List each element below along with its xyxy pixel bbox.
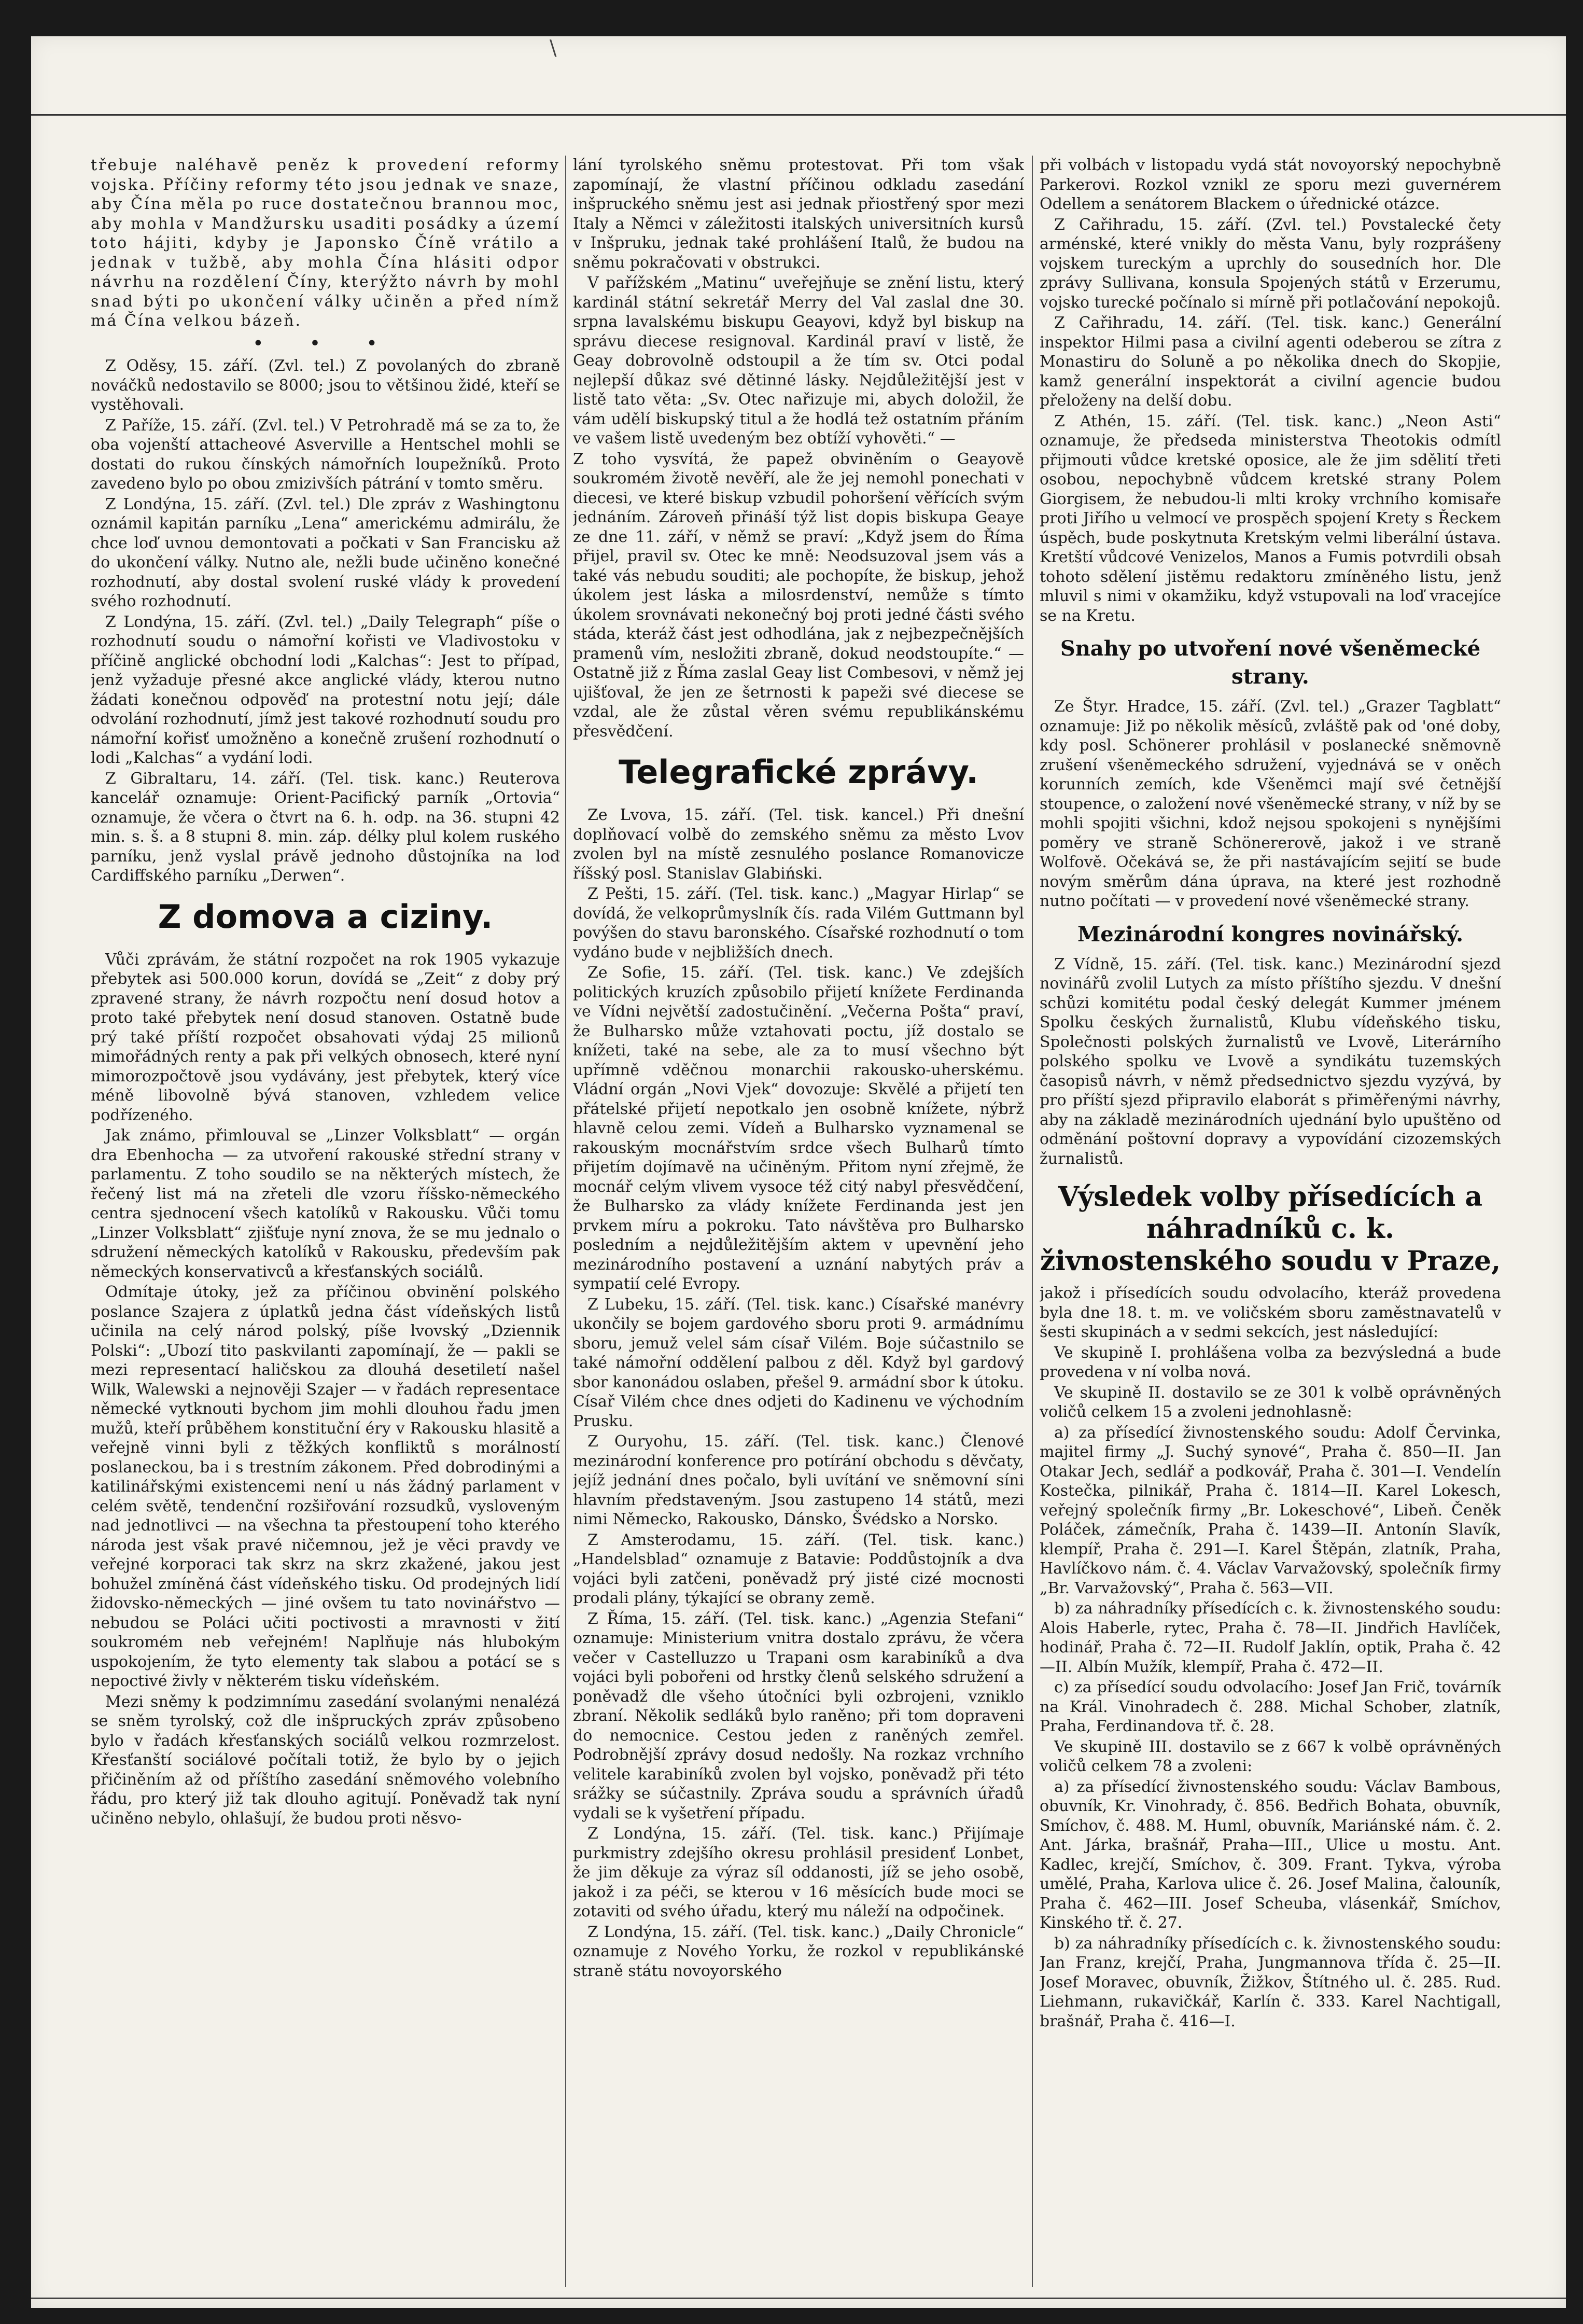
news-item: Z Vídně, 15. září. (Tel. tisk. kanc.) Mezinárodní sjezd novinářů zvolil Lutych za místo příštího sjezdu. V dnešní schůzi komitétu podal český delegát Kummer jménem Spolku českých žurnalistů, Klubu vídeňského tisku, Společnosti polských žurnalistů ve Lvově, Literárního polského spolku ve Lvově a syndikátu tuzemských časopisů návrh, v němž předsednictvo sjezdu vyzývá, by pro příští sjezd připravilo elaborát s přiměřenými návrhy, aby na základě mezinárodních ujednání bylo upuštěno od odměnání poštovní dopravy a vypovídání cizozemských žurnalistů. bbox=[1040, 955, 1501, 1168]
news-item: Z Gibraltaru, 14. září. (Tel. tisk. kanc.) Reuterova kancelář oznamuje: Orient-Pacifický parník „Ortovia“ oznamuje, že včera o čtvrt na 6. h. odp. na 36. stupni 42 min. s. š. a 8 stupni 8. min. záp. délky plul kolem ruského parníku, jenž vyslal právě jednoho důstojníka na loď Cardiffského parníku „Derwen“. bbox=[91, 769, 560, 885]
article-heading: Snahy po utvoření nové všeněmecké strany. bbox=[1060, 636, 1481, 689]
article-paragraph: Z toho vysvítá, že papež obviněním o Geayově soukromém životě nevěří, ale že jej nemohl ponechati v diecesi, ve které biskup vzbudil pohoršení věřících svým jednáním. Zároveň přináší týž list dopis biskupa Geaye ze dne 11. září, v němž se praví: „Když jsem do Říma přijel, pravil sv. Otec ke mně: Neodsuzoval jsem vás a také vás nebudu souditi; ale pochopíte, že biskup, jehož úkolem jest láska a milosrdenství, nemůže s tímto úkolem srovnávati nekonečný boj proti jedné části svého stáda, kteráž část jest odhodlána, jak z nejbezpečnějších pramenů vím, nesložiti zbraně, dokud neodstoupíte.“ — Ostatně již z Říma zaslal Geay list Combesovi, v němž jej ujišťoval, že jen ze šetrnosti k papeži své diecese se vzdal, ale že zůstal věren svému republikánskému přesvědčení. bbox=[573, 450, 1024, 741]
column-divider bbox=[1032, 156, 1033, 2287]
news-item: Z Londýna, 15. září. (Zvl. tel.) „Daily Telegraph“ píše o rozhodnutí soudu o námořní kořisti ve Vladivostoku v příčině anglické obchodní lodi „Kalchas“: Jest to případ, jenž vyžaduje přesné akce anglické vlády, kterou nutno žádati konečnou odpověď na protestní notu její; dále odvolání rozhodnutí, jímž jest takové rozhodnutí soudu pro námořní kořisť umožněno a konečně zrušení rozhodnutí o lodi „Kalchas“ a vydání lodi. bbox=[91, 613, 560, 767]
news-item: Z Oděsy, 15. září. (Zvl. tel.) Z povolaných do zbraně nováčků nedostavilo se 8000; jsou to většinou židé, kteří se vystěhovali. bbox=[91, 357, 560, 414]
news-item: Z Londýna, 15. září. (Tel. tisk. kanc.) Přijímaje purkmistry zdejšího okresu prohlásil presidenť Lonbet, že jim děkuje za výraz síl oddanosti, jíž se jeho osobě, jakož i za péči, se kterou v 16 měsících bude moci se zotaviti od svého úřadu, který mu náleží na odpočinek. bbox=[573, 1825, 1024, 1921]
article-paragraph: a) za přísedící živnostenského soudu: Václav Bambous, obuvník, Kr. Vinohrady, č. 856. Bedřich Bohata, obuvník, Smíchov, č. 488. M. Huml, obuvník, Mariánské nám. č. 2. Ant. Járka, brašnář, Praha—III., Ulice u mostu. Ant. Kadlec, krejčí, Smíchov, č. 309. Frant. Tykva, výroba umělé, Praha, Karlova ulice č. 26. Josef Malina, čalouník, Praha č. 462—III. Josef Scheuba, vlásenkář, Smíchov, Kinského tř. č. 27. bbox=[1040, 1777, 1501, 1932]
column-1 bbox=[91, 156, 560, 2287]
top-rule bbox=[31, 114, 1566, 116]
news-item: Z Athén, 15. září. (Tel. tisk. kanc.) „Neon Asti“ oznamuje, že předseda ministerstva Theotokis odmítl přijmouti vůdce kretské oposice, ale že jim sdělití třeti osobou, nepochybně vůdcem kretské strany Polem Giorgisem, že nebudou-li mlti kroky vrchního komisaře proti Jiřího u velmocí ve prospěch spojení Krety s Řeckem úspěch, bude poskytnuta Kretským velmi liberální ústava. Kretští vůdcové Venizelos, Manos a Fumis potvrdili obsah tohoto sdělení jistěmu redaktoru zmíněného listu, jenž mluvil s nimi v okamžiku, když vstupovali na loď vracejíce se na Kretu. bbox=[1040, 412, 1501, 625]
article-paragraph: V pařížském „Matinu“ uveřejňuje se znění listu, který kardinál státní sekretář Merry del Val zaslal dne 30. srpna lavalskému biskupu Geayovi, když byl biskup na správu diecese resignoval. Kardinál praví v listě, že Geay dobrovolně odstoupil a že tím sv. Otci podal nejlepší důkaz své dětinné lásky. Nejdůležitější jest v listě tato věta: „Sv. Otec nařizuje mi, abych doložil, že vám udělí biskupský titul a že hodlá tež ostatním přáním ve vašem listě uvedeným bez obtíží vyhověti.“ — bbox=[573, 274, 1024, 448]
news-item: Z Pešti, 15. září. (Tel. tisk. kanc.) „Magyar Hirlap“ se dovídá, že velkoprůmyslník čís. rada Vilém Guttmann byl povýšen do stavu baronského. Císařské rozhodnutí o tom vydáno bude v nejbližších dnech. bbox=[573, 885, 1024, 962]
news-item: Ze Štyr. Hradce, 15. září. (Zvl. tel.) „Grazer Tagblatt“ oznamuje: Již po několik měsíců, zvláště pak od 'oné doby, kdy posl. Schönerer prohlásil v poslanecké sněmovně zrušení všeněmeckého sdružení, vyjednává se v oněch korunních zemích, kde Všeněmci mají své četnější stoupence, o založení nové všeněmecké strany, v níž by se mohli spojiti všichni, kdož nejsou spokojeni s nynějšími poměry ve straně Schönererově, jakož i ve straně Wolfově. Očekává se, že při nastávajícím sejití se bude novým směrům dána úprava, na které jest rozhodně nutno počítati — v provedení nové všeněmecké strany. bbox=[1040, 698, 1501, 910]
news-item: Z Paříže, 15. září. (Zvl. tel.) V Petrohradě má se za to, že oba vojenští attacheové Asverville a Hentschel mohli se dostati do rukou čínských námořních loupežníků. Proto zavedeno bylo po obou zmizivších pátrání v tomto směru. bbox=[91, 416, 560, 493]
news-item: Z Cařihradu, 14. září. (Tel. tisk. kanc.) Generální inspektor Hilmi pasa a civilní agenti odeberou se zítra z Monastiru do Soluně a po několika dnech do Skopjie, kamž generální inspektorát a civilní agencie budou přeloženy na delší dobu. bbox=[1040, 314, 1501, 410]
column-3 bbox=[1040, 156, 1501, 2287]
article-paragraph: třebuje naléhavě peněz k provedení reformy vojska. Příčiny reformy této jsou jednak ve snaze, aby Čína měla po ruce dostatečnou brannou moc, aby mohla v Mandžursku usaditi posádky a území toto hájiti, kdyby je Japonsko Číně vrátilo a jednak v tužbě, aby mohla Čína hlásiti odpor návrhu na rozdělení Číny, kterýžto návrh by mohl snad býti po ukončení války učiněn a před nímž má Čína velkou bázeň. bbox=[91, 156, 560, 330]
article-heading: Výsledek volby přísedících a náhradníků c. k. živnostenského soudu v Praze, bbox=[1040, 1181, 1501, 1277]
news-item: Ze Sofie, 15. září. (Tel. tisk. kanc.) Ve zdejších politických kruzích způsobilo přijetí knížete Ferdinanda ve Vídni největší zadostučinění. „Večerna Pošta“ praví, že Bulharsko může vztahovati poctu, jíž dostalo se knížeti, také na sebe, ale za to musí všechno být upřímně vděčnou monarchii rakousko-uherskému. Vládní orgán „Novi Vjek“ dovozuje: Skvělé a přijetí ten přátelské přijetí nepotkalo jen osobně knížete, nýbrž hlavně celou zemi. Vídeň a Bulharsko vyznamenal se rakouským mocnářstvím srdce všech Bulharů tímto přijetím dojímavě na učiněným. Přitom nyní zřejmě, že mocnář celým vlivem vysoce též citý nabyl přesvědčení, že Bulharsko za vlády knížete Ferdinanda jest jen prvkem míru a pokroku. Tato návštěva pro Bulharsko posledním a nejdůležitějším aktem v upevnění jeho mezinárodního postavení a uznání nabytých práv a sympatií celé Evropy. bbox=[573, 964, 1024, 1293]
news-item: Z Cařihradu, 15. září. (Zvl. tel.) Povstalecké čety arménské, které vnikly do města Vanu, byly rozprášeny vojskem tureckým a uprchly do sousedních hor. Dle zprávy Sullivana, konsula Spojených států v Erzerumu, vojsko turecké počínalo si mírně při potlačování nepokojů. bbox=[1040, 215, 1501, 312]
newspaper-page bbox=[31, 36, 1566, 2308]
column-2 bbox=[573, 156, 1024, 2287]
article-heading: Mezinárodní kongres novinářský. bbox=[1077, 922, 1464, 947]
article-paragraph: Ve skupině III. dostavilo se z 667 k volbě oprávněných voličů celkem 78 a zvoleni: bbox=[1040, 1737, 1501, 1775]
article-paragraph: jakož i přísedících soudu odvolacího, kteráž provedena byla dne 18. t. m. ve voličském sboru zaměstnavatelů v šesti skupinách a v sedmi sekcích, jest následující: bbox=[1040, 1284, 1501, 1341]
article-paragraph: Ve skupině I. prohlášena volba za bezvýsledná a bude provedena v ní volba nová. bbox=[1040, 1343, 1501, 1381]
article-paragraph: c) za přísedící soudu odvolacího: Josef Jan Frič, továrník na Král. Vinohradech č. 288. Michal Schober, zlatník, Praha, Ferdinandova tř. č. 28. bbox=[1040, 1678, 1501, 1735]
article-paragraph: Mezi sněmy k podzimnímu zasedání svolanými nenalézá se sněm tyrolský, což dle inšpruckých zpráv způsobeno bylo v řadách křesťanských sociálů velkou rozmrzelost. Křesťanští sociálové počítali totiž, že bylo by o jejich přičiněním až od příštího zasedání sněmového volebního řádu, pro který již tak dlouho agitují. Poněvadž tak nyní učiněno nebylo, ohlašují, že budou proti něsvo- bbox=[91, 1692, 560, 1828]
article-paragraph: Vůči zprávám, že státní rozpočet na rok 1905 vykazuje přebytek asi 500.000 korun, dovídá se „Zeit“ z doby prý zpravené strany, že návrh rozpočtu není dosud hotov a proto také přebytek není dosud stanoven. Ostatně bude prý také příští rozpočet obsahovati výdaj 25 milionů mimořádných renty a pak při velkých obnosech, které nyní mimorozpočtově jsou vydávány, jest přebytek, který více méně libovolně bývá stanoven, vzhledem velice podřízeného. bbox=[91, 950, 560, 1124]
news-item: Z Londýna, 15. září. (Zvl. tel.) Dle zpráv z Washingtonu oznámil kapitán parníku „Lena“ americkému admirálu, že chce loď uvnou demontovati a počkati v San Francisku až do ukončení války. Nutno ale, nežli bude učiněno konečné rozhodnutí, aby dostal svolení ruské vlády k provedení svého rozhodnutí. bbox=[91, 495, 560, 610]
corner-mark: \ bbox=[550, 36, 557, 60]
column-divider bbox=[565, 156, 566, 2287]
article-paragraph: Ve skupině II. dostavilo se ze 301 k volbě oprávněných voličů celkem 15 a zvoleni jednohlasně: bbox=[1040, 1383, 1501, 1421]
article-paragraph: b) za náhradníky přísedících c. k. živnostenského soudu: Alois Haberle, rytec, Praha č. 78—II. Jindřich Havlíček, hodinář, Praha č. 72—II. Rudolf Jaklín, optik, Praha č. 42—II. Albín Mužík, klempíř, Praha č. 472—II. bbox=[1040, 1599, 1501, 1676]
bottom-rule bbox=[31, 2298, 1566, 2299]
news-item: Z Lubeku, 15. září. (Tel. tisk. kanc.) Císařské manévry ukončily se bojem gardového sboru proti 9. armádnímu sboru, jemuž velel sám císař Vilém. Boje súčastnilo se také námořní oddělení palbou z děl. Když byl gardový sbor kanonádou oslaben, přešel 9. armádní sbor k útoku. Císař Vilém chce dnes odjeti do Kadinenu ve východním Prusku. bbox=[573, 1295, 1024, 1430]
section-heading: Z domova a ciziny. bbox=[158, 897, 493, 936]
news-item: Z Ouryohu, 15. září. (Tel. tisk. kanc.) Členové mezinárodní konference pro potírání obchodu s děvčaty, jejíž jednání dnes počalo, byli uvítání ve sněmovní síni hlavním představeným. Jsou zastupeno 14 států, mezi nimi Německo, Rakousko, Dánsko, Švédsko a Norsko. bbox=[573, 1432, 1024, 1528]
article-paragraph: lání tyrolského sněmu protestovat. Při tom však zapomínají, že vlastní příčinou odkladu zasedání inšpruckého sněmu jest asi jednak přiostřený spor mezi Italy a Němci v záležitosti italských universitních kursů v Inšpruku, jednak také prohlášení Italů, že budou na sněmu pokračovati v obstrukci. bbox=[573, 156, 1024, 272]
news-item: Ze Lvova, 15. září. (Tel. tisk. kancel.) Při dnešní doplňovací volbě do zemského sněmu za město Lvov zvolen byl na místě zesnulého poslance Romanovicze říšský posl. Stanislav Glabiński. bbox=[573, 806, 1024, 883]
news-item: Z Říma, 15. září. (Tel. tisk. kanc.) „Agenzia Stefani“ oznamuje: Ministerium vnitra dostalo zprávu, že včera večer v Castelluzzo u Trapani osm karabiníků a dva vojáci byli pobořeni od hrstky členů selského sdružení a poněvadž dle všeho útočníci byli ozbrojeni, vzniklo zbraní. Několik sedláků bylo raněno; při tom dopraveni do nemocnice. Cestou jeden z raněných zemřel. Podrobnější zprávy dosud nedošly. Na rozkaz vrchního velitele karabiníků zvolen byl vojsko, poněvadž při této srážky se súčastnily. Zpráva soudu a správních úřadů vydali se k vyšetření případu. bbox=[573, 1609, 1024, 1822]
article-paragraph: a) za přísedící živnostenského soudu: Adolf Červinka, majitel firmy „J. Suchý synové“, Praha č. 850—II. Jan Otakar Jech, sedlář a podkovář, Praha č. 301—I. Vendelín Kostečka, pilnikář, Praha č. 1814—II. Karel Lokesch, veřejný společník firmy „Br. Lokeschové“, Libeň. Čeněk Poláček, zámečník, Praha č. 1439—II. Antonín Slavík, klempíř, Praha č. 291—I. Karel Štěpán, zlatník, Praha, Havlíčkovo nám. č. 4. Václav Varvažovský, společník firmy „Br. Varvažovský“, Praha č. 563—VII. bbox=[1040, 1423, 1501, 1597]
news-item: Z Amsterodamu, 15. září. (Tel. tisk. kanc.) „Handelsblad“ oznamuje z Batavie: Poddůstojník a dva vojáci byli zatčeni, poněvadž prý jisté cizé mocnosti prodali plány, týkající se obrany země. bbox=[573, 1530, 1024, 1607]
article-paragraph: při volbách v listopadu vydá stát novoyorský nepochybně Parkerovi. Rozkol vznikl ze sporu mezi guvernérem Odellem a senátorem Blackem o úřednické otázce. bbox=[1040, 156, 1501, 213]
article-paragraph: Odmítaje útoky, jež za příčinou obvinění polského poslance Szajera z úplatků jedna část vídeňských listů učinila na celý národ polský, píše lvovský „Dziennik Polski“: „Ubozí tito paskvilanti zapomínají, že — pakli se mezi representací haličskou za dlouhá desetiletí našel Wilk, Walewski a nejnověji Szajer — v řadách representace německé vytknouti bychom jim mohli dlouhou řadu jmen mužů, kteří průběhem konstituční éry v Rakousku hlasitě a veřejně vinni byli z těžkých konfliktů s morálností poslaneckou, ba i s trestním zákonem. Před dobrodinými a katilinářskými existencemi není u nás žádný parlament v celém světě, tendenční rozšiřování rozsudků, vysloveným nad jednotlivci — na všechna ta přestoupení toho kterého národa jest však pravé ničemnou, jež je věci pravdy ve veřejné korporaci tak skrz na skrz zkažené, jakou jest bohužel zmíněná část vídeňského tisku. Od prodejných lidí židovsko-německých — jiné ovšem tu tato novinářstvo — nebudou se Poláci učiti poctivosti a mravnosti v žití soukromém neb veřejném! Naplňuje nás hlubokým uspokojením, že tyto elementy tak slabou a potácí se s nepoctivé živly v některém tisku vídeňském. bbox=[91, 1283, 560, 1690]
news-item: Z Londýna, 15. září. (Tel. tisk. kanc.) „Daily Chronicle“ oznamuje z Nového Yorku, že rozkol v republikánské straně státu novoyorského bbox=[573, 1923, 1024, 1980]
article-paragraph: b) za náhradníky přísedících c. k. živnostenského soudu: Jan Franz, krejčí, Praha, Jungmannova třída č. 25—II. Josef Moravec, obuvník, Žižkov, Štítného ul. č. 285. Rud. Liehmann, rukavičkář, Karlín č. 333. Karel Nachtigall, brašnář, Praha č. 416—I. bbox=[1040, 1934, 1501, 2030]
article-paragraph: Jak známo, přimlouval se „Linzer Volksblatt“ — orgán dra Ebenhocha — za utvoření rakouské střední strany v parlamentu. Z toho soudilo se na některých místech, že řečený list má na zřeteli dle vzoru říšsko-německého centra sjednocení všech katolíků v Rakousku. Vůči tomu „Linzer Volksblatt“ zjišťuje nyní znova, že se mu jednalo o sdružení německých katolíků v Rakousku, především pak německých konservativců a křesťanských sociálů. bbox=[91, 1126, 560, 1281]
separator-dots: • • • bbox=[253, 334, 398, 353]
section-heading: Telegrafické zprávy. bbox=[619, 753, 978, 791]
